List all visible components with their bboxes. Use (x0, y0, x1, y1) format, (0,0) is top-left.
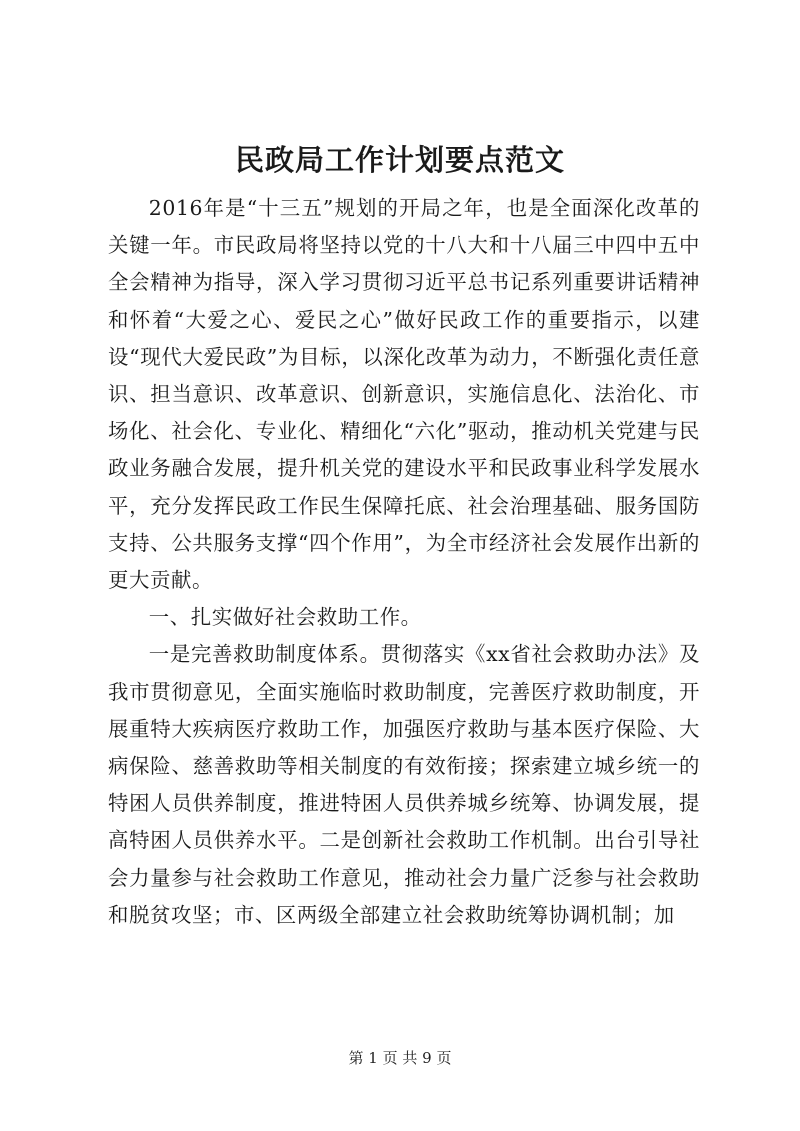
page-number-footer: 第 1 页 共 9 页 (348, 1049, 452, 1067)
assistance-system-paragraph: 一是完善救助制度体系。贯彻落实《xx省社会救助办法》及我市贯彻意见，全面实施临时救助制度，完善医疗救助制度，开展重特大疾病医疗救助工作，加强医疗救助与基本医疗保险、大病保险、慈善救助等相关制度的有效衔接；探索建立城乡统一的特困人员供养制度，推进特困人员供养城乡统筹、协调发展，提高特困人员供养水平。二是创新社会救助工作机制。出台引导社会力量参与社会救助工作意见，推动社会力量广泛参与社会救助和脱贫攻坚；市、区两级全部建立社会救助统筹协调机制；加 (108, 642, 700, 927)
section-heading-social-assistance: 一、扎实做好社会救助工作。 (148, 605, 422, 630)
document-title: 民政局工作计划要点范文 (234, 143, 565, 177)
intro-paragraph: 2016年是“十三五”规划的开局之年，也是全面深化改革的关键一年。市民政局将坚持以党的十八大和十八届三中四中五中全会精神为指导，深入学习贯彻习近平总书记系列重要讲话精神和怀着“大爱之心、爱民之心”做好民政工作的重要指示，以建设“现代大爱民政”为目标，以深化改革为动力，不断强化责任意识、担当意识、改革意识、创新意识，实施信息化、法治化、市场化、社会化、专业化、精细化“六化”驱动，推动机关党建与民政业务融合发展，提升机关党的建设水平和民政事业科学发展水平，充分发挥民政工作民生保障托底、社会治理基础、服务国防支持、公共服务支撑“四个作用”，为全市经济社会发展作出新的更大贡献。 (108, 196, 700, 593)
document-body (108, 190, 700, 934)
